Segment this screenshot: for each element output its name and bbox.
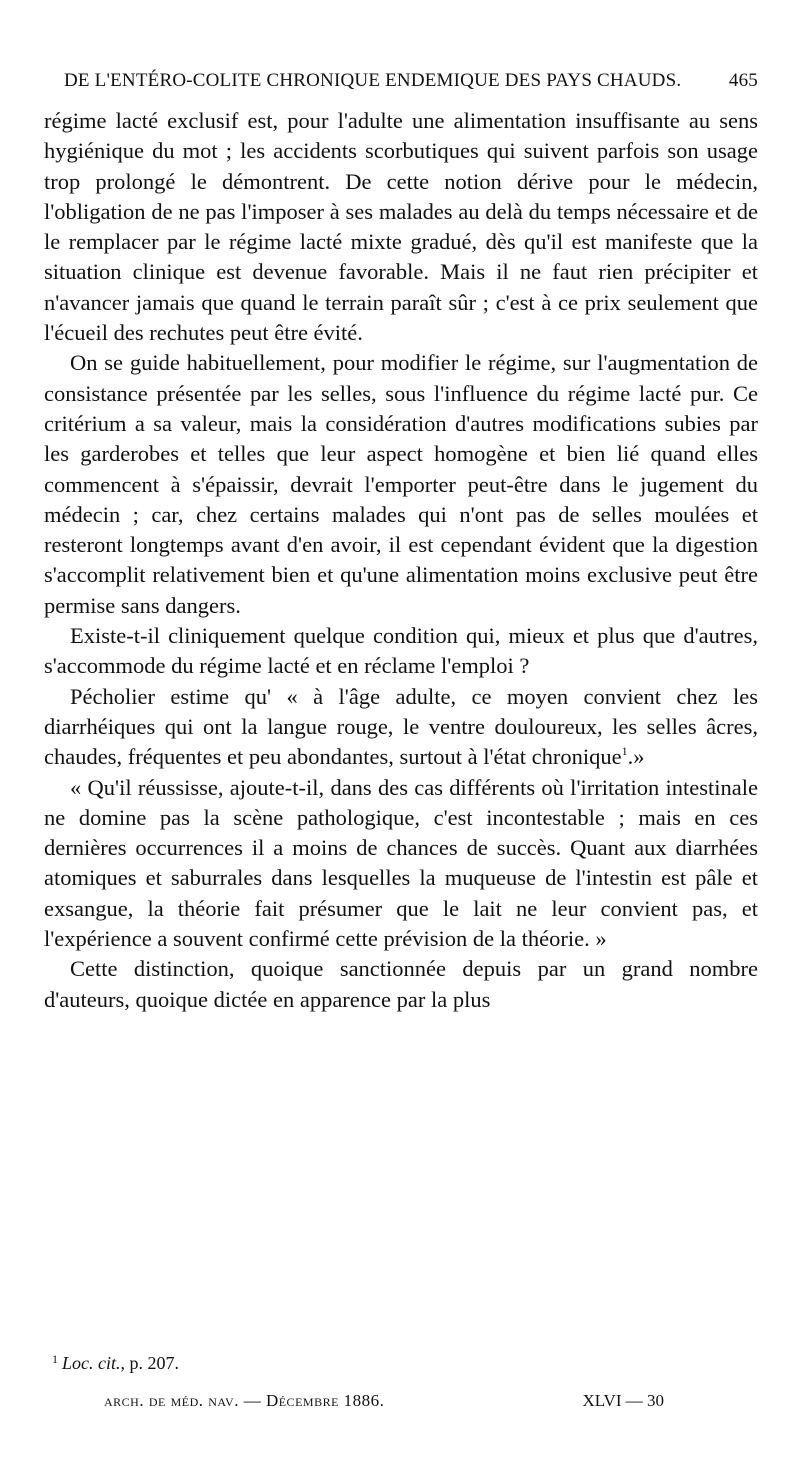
- paragraph-4: [44, 682, 758, 773]
- body-text: [44, 106, 758, 1015]
- footnote: [52, 1352, 752, 1374]
- footnote-mark: 1: [52, 1352, 58, 1366]
- paragraph-4-tail: .»: [627, 744, 645, 770]
- footnote-rest: , p. 207.: [120, 1353, 179, 1373]
- paragraph-4-text: Pécholier estime qu' « à l'âge adulte, ce moyen convient chez les diarrhéiques qui ont la langue rouge, le ventre douloureux, les selles âcres, chaudes, fréquentes et peu abondantes, surtout à l'état chronique: [44, 683, 758, 770]
- journal-reference: arch. de méd. nav. — Décembre 1886.: [104, 1391, 385, 1410]
- paragraph-3: Existe-t-il cliniquement quelque condition qui, mieux et plus que d'autres, s'accommode du régime lacté et en réclame l'emploi ?: [44, 623, 758, 679]
- running-head: [44, 70, 758, 98]
- page-footer: [104, 1391, 664, 1417]
- running-title: DE L'ENTÉRO-COLITE CHRONIQUE ENDEMIQUE DES PAYS CHAUDS.: [64, 70, 682, 91]
- page-number: 465: [728, 70, 758, 91]
- footnote-citation: Loc. cit.: [62, 1353, 121, 1373]
- paragraph-6: Cette distinction, quoique sanctionnée depuis par un grand nombre d'auteurs, quoique dictée en apparence par la plus: [44, 956, 758, 1012]
- paragraph-5: « Qu'il réussisse, ajoute-t-il, dans des cas différents où l'irritation intestinale ne domine pas la scène pathologique, c'est incontestable ; mais en ces dernières occurrences il a moins de chances de succès. Quant aux diarrhées atomiques et saburrales dans lesquelles la muqueuse de l'intestin est pâle et exsangue, la théorie fait présumer que le lait ne leur convient pas, et l'expérience a souvent confirmé cette prévision de la théorie. »: [44, 774, 758, 952]
- paragraph-2: On se guide habituellement, pour modifier le régime, sur l'augmentation de consistance présentée par les selles, sous l'influence du régime lacté pur. Ce critérium a sa valeur, mais la considération d'autres modifications subies par les garderobes et telles que leur aspect homogène et bien lié quand elles commencent à s'épaissir, devrait l'emporter peut-être dans le jugement du médecin ; car, chez certains malades qui n'ont pas de selles moulées et resteront longtemps avant d'en avoir, il est cependant évident que la digestion s'accomplit relativement bien et qu'une alimentation moins exclusive peut être permise sans dangers.: [44, 350, 758, 618]
- footnote-reference: 1: [621, 744, 628, 759]
- signature-mark: XLVI — 30: [582, 1391, 664, 1410]
- paragraph-1: régime lacté exclusif est, pour l'adulte une alimentation insuffisante au sens hygiénique du mot ; les accidents scorbutiques qui suivent parfois son usage trop prolongé le démontrent. De cette notion dérive pour le médecin, l'obligation de ne pas l'imposer à ses malades au delà du temps nécessaire et de le remplacer par le régime lacté mixte gradué, dès qu'il est manifeste que la situation clinique est devenue favorable. Mais il ne faut rien précipiter et n'avancer jamais que quand le terrain paraît sûr ; c'est à ce prix seulement que l'écueil des rechutes peut être évité.: [44, 108, 758, 346]
